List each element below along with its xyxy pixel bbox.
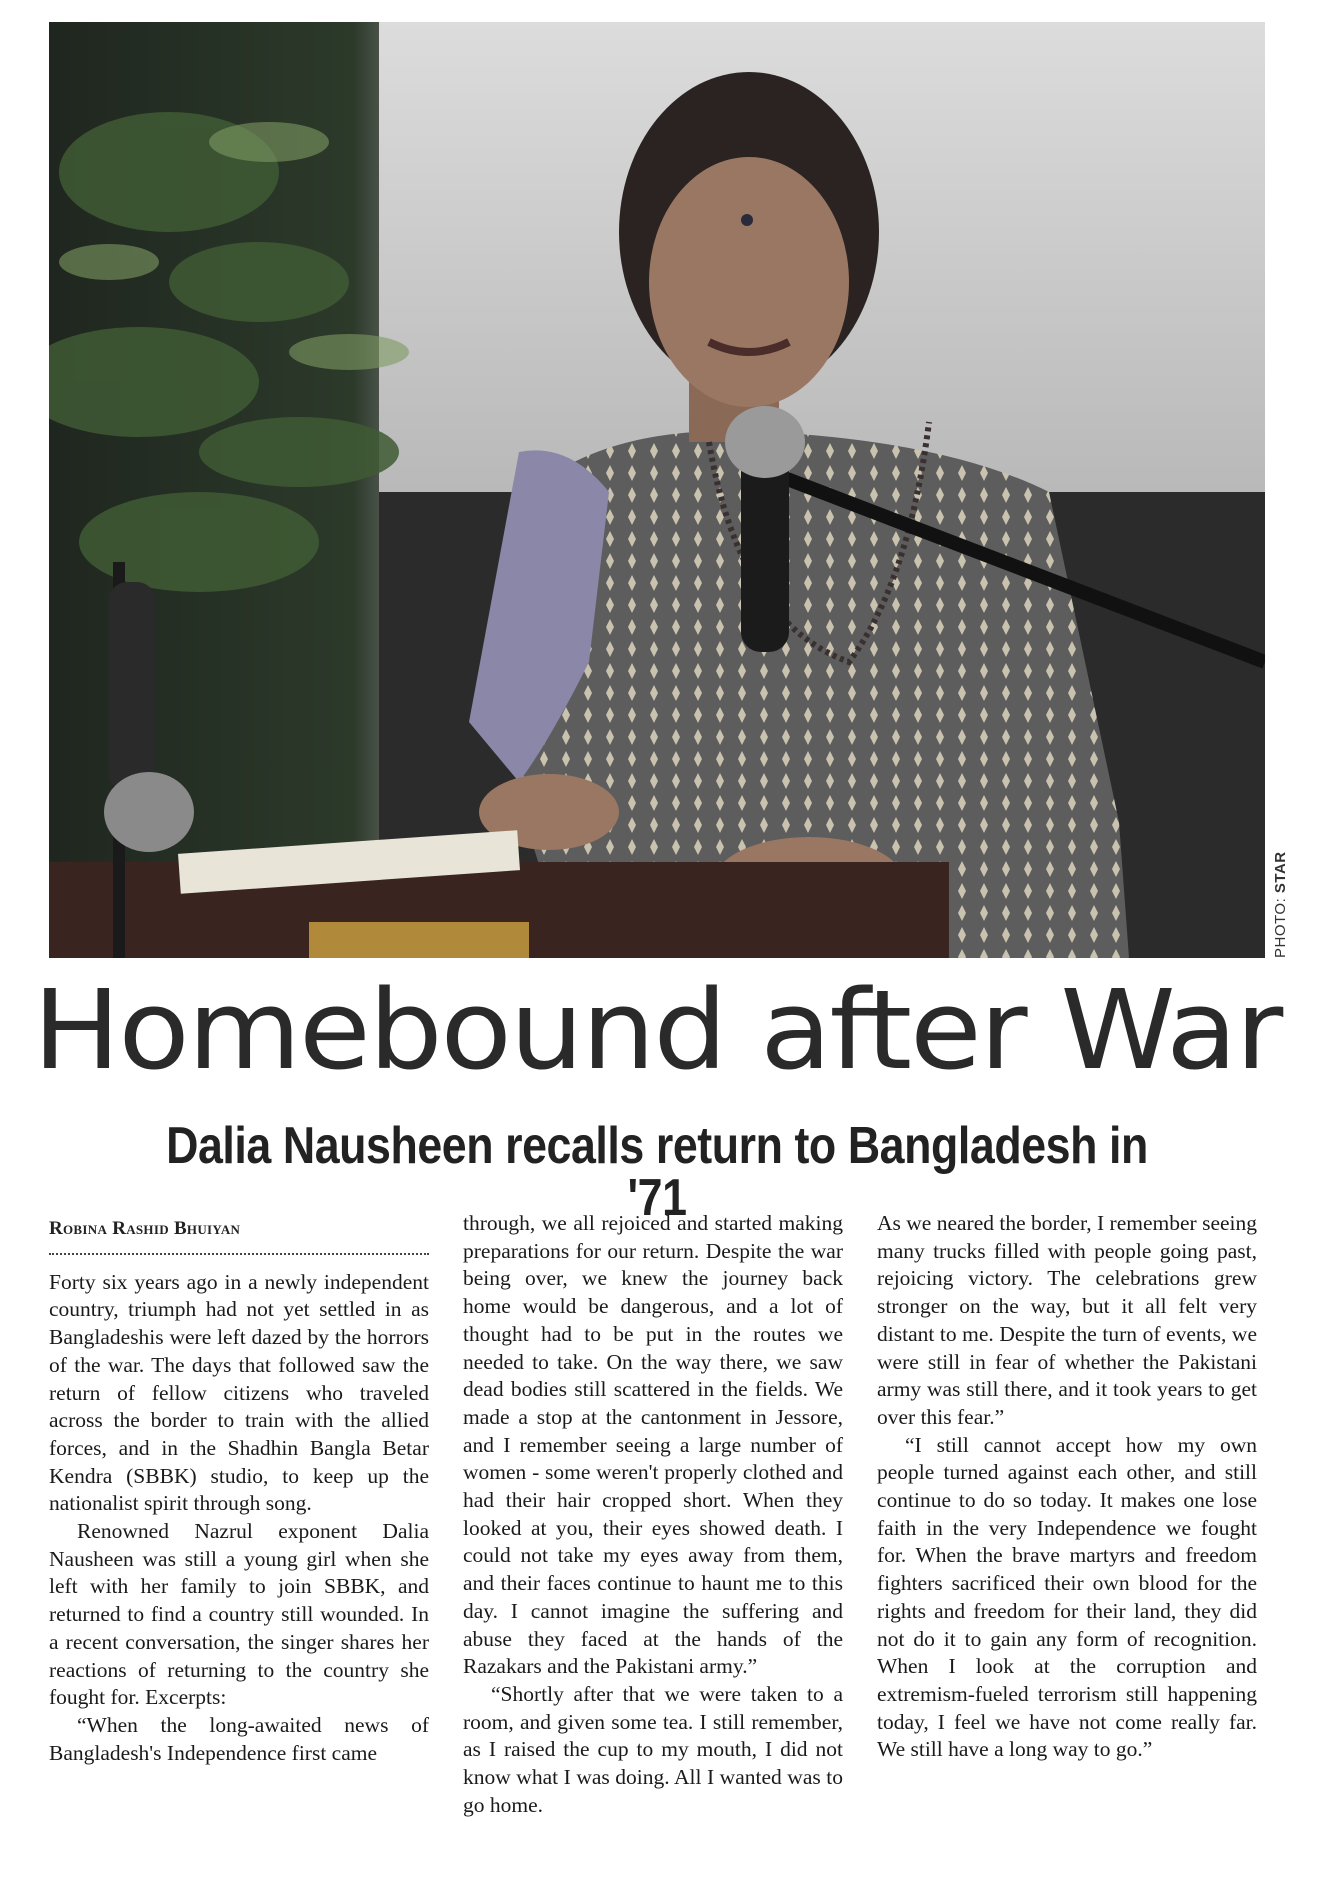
headline: Homebound after War	[32, 966, 1282, 1094]
byline: Robina Rashid Bhuiyan	[49, 1218, 241, 1239]
article-column-3	[877, 1210, 1257, 1764]
photo-credit-name: STAR	[1272, 851, 1289, 894]
paragraph: “When the long-awaited news of Bangladesh's Independence first came	[49, 1712, 429, 1765]
subheadline: Dalia Nausheen recalls return to Bangladesh in '71	[166, 1117, 1148, 1227]
photo-credit-prefix: PHOTO:	[1272, 893, 1289, 958]
paragraph: As we neared the border, I remember seeing many trucks filled with people going past, rejoicing victory. The celebrations grew stronger on the way, but it all felt very distant to me. Despite the turn of events, we were still in fear of whether the Pakistani army was still there, and it took years to get over this fear.”	[877, 1211, 1257, 1429]
paragraph: Renowned Nazrul exponent Dalia Nausheen was still a young girl when she left with her family to join SBBK, and returned to find a country still wounded. In a recent conversation, the singer shares her reactions of returning to the country she fought for. Excerpts:	[49, 1519, 429, 1710]
article-column-1	[49, 1215, 429, 1767]
singer-harmonium-illustration	[49, 22, 1265, 958]
paragraph: through, we all rejoiced and started making preparations for our return. Despite the war being over, we knew the journey back home would be dangerous, and a lot of thought had to be put in the routes we needed to take. On the way there, we saw dead bodies still scattered in the fields. We made a stop at the cantonment in Jessore, and I remember seeing a large number of women - some weren't properly clothed and had their hair cropped short. When they looked at you, their eyes showed death. I could not take my eyes away from them, and their faces continue to haunt me to this day. I cannot imagine the suffering and abuse they faced at the hands of the Razakars and the Pakistani army.”	[463, 1211, 843, 1679]
article-column-2	[463, 1210, 843, 1819]
paragraph: Forty six years ago in a newly independent country, triumph had not yet settled in as Bangladeshis were left dazed by the horrors of the war. The days that followed saw the return of fellow citizens who traveled across the border to train with the allied forces, and in the Shadhin Bangla Betar Kendra (SBBK) studio, to keep up the nationalist spirit through song.	[49, 1269, 429, 1516]
paragraph: “I still cannot accept how my own people turned against each other, and still continue to do so today. It makes one lose faith in the very Independence we fought for. When the brave martyrs and freedom fighters sacrificed their own blood for the rights and freedom for their land, they did not do it to gain any form of recognition. When I look at the corruption and extremism-fueled terrorism still happening today, I feel we have not come really far. We still have a long way to go.”	[877, 1432, 1257, 1762]
photo-credit	[1272, 851, 1318, 958]
article-photo	[49, 22, 1265, 958]
paragraph: “Shortly after that we were taken to a room, and given some tea. I still remember, as I raised the cup to my mouth, I did not know what I was doing. All I wanted was to go home.	[463, 1681, 843, 1817]
byline-divider	[49, 1253, 429, 1255]
